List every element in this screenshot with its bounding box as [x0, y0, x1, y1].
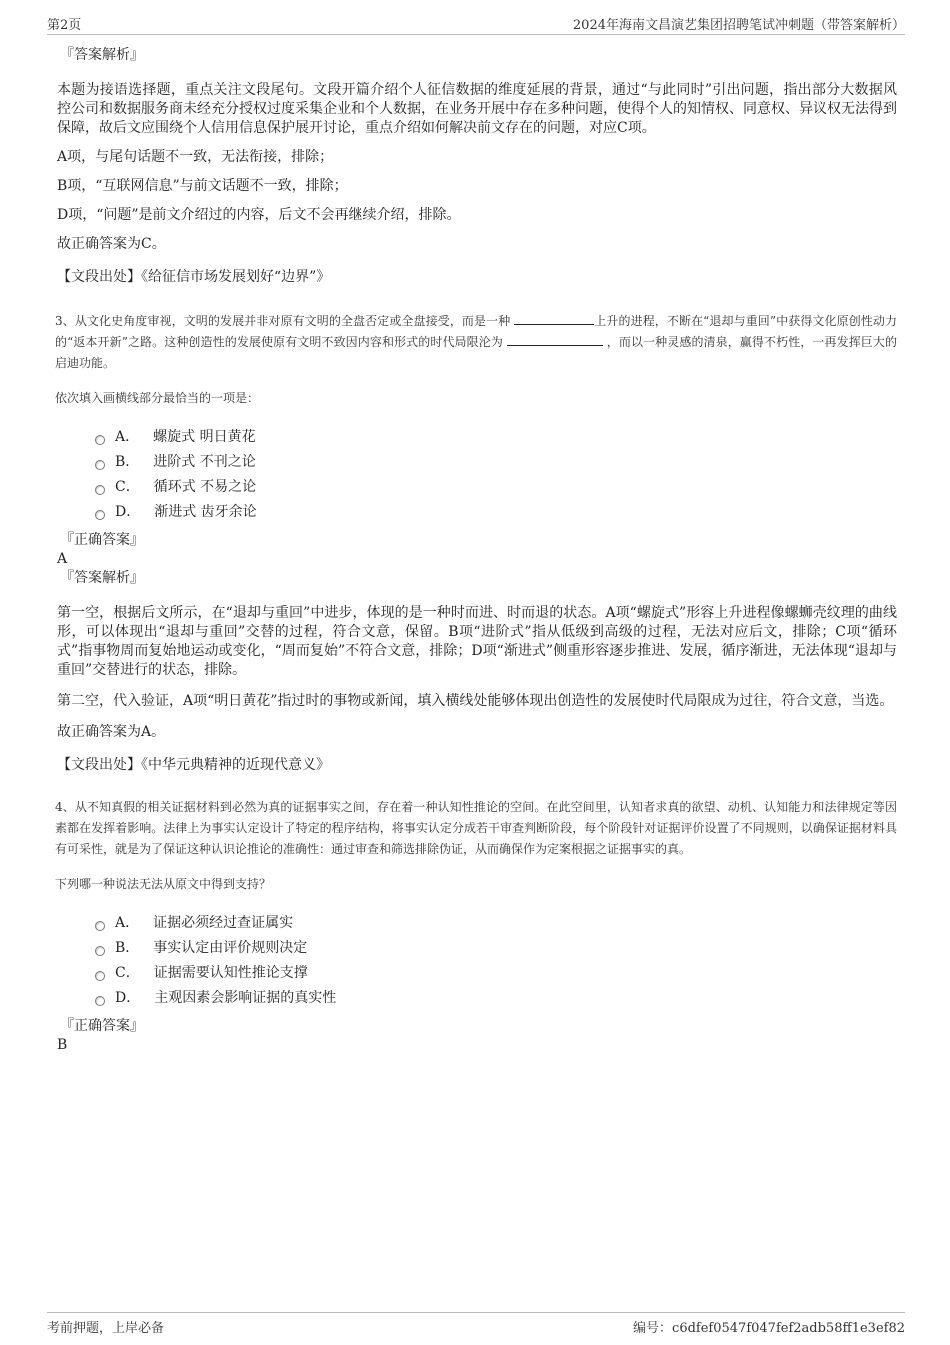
option-c[interactable] — [95, 475, 897, 500]
stem-part: 上升的进程，不断在“退却与重回”中获得文化原创性动力的“返本开新”之路。这种创造性的发展使原有文明不致因内容和形式的时代局限沦为 — [55, 314, 897, 349]
option-letter: B． — [115, 940, 140, 956]
radio-icon[interactable] — [95, 435, 105, 445]
question-prompt: 依次填入画横线部分最恰当的一项是： — [55, 391, 260, 405]
radio-icon[interactable] — [95, 996, 105, 1006]
option-text: 主观因素会影响证据的真实性 — [154, 990, 337, 1006]
main-content — [57, 46, 897, 1055]
analysis-conclusion: 故正确答案为C。 — [57, 236, 166, 252]
analysis-paragraph: 第二空，代入验证，A项“明日黄花”指过时的事物或新闻，填入横线处能够体现出创造性的发展使时代局限成为过往，符合文意，当选。 — [57, 693, 894, 709]
answer-label: 『正确答案』 — [60, 1018, 144, 1034]
analysis-label: 『答案解析』 — [60, 570, 144, 586]
analysis-paragraph: D项，“问题”是前文介绍过的内容，后文不会再继续介绍，排除。 — [57, 207, 461, 223]
fill-blank-1 — [514, 311, 594, 325]
option-list — [95, 911, 897, 1011]
option-letter: D． — [115, 504, 141, 520]
radio-icon[interactable] — [95, 921, 105, 931]
page-number: 第2页 — [47, 18, 82, 33]
option-a[interactable] — [95, 425, 897, 450]
option-letter: C． — [115, 965, 140, 981]
option-text: 证据必须经过查证属实 — [153, 915, 294, 931]
option-b[interactable] — [95, 936, 897, 961]
stem-part: 3、从文化史角度审视，文明的发展并非对原有文明的全盘否定或全盘接受，而是一种 — [55, 314, 515, 328]
source-citation: 【文段出处】《给征信市场发展划好“边界”》 — [57, 269, 331, 285]
page-footer — [47, 1312, 905, 1335]
option-letter: D． — [115, 990, 141, 1006]
option-list — [95, 425, 897, 525]
option-text: 循环式 不易之论 — [153, 479, 257, 495]
option-d[interactable] — [95, 500, 897, 525]
document-title: 2024年海南文昌演艺集团招聘笔试冲刺题（带答案解析） — [572, 18, 905, 33]
answer-label: 『正确答案』 — [60, 532, 144, 548]
question-stem — [55, 311, 897, 374]
stem-part: ，而以一种灵感的清泉，赢得不朽性，一再发挥巨大的启迪功能。 — [55, 335, 897, 370]
option-text: 事实认定由评价规则决定 — [153, 940, 308, 956]
option-text: 证据需要认知性推论支撑 — [153, 965, 308, 981]
option-letter: A． — [115, 429, 140, 445]
question-3 — [57, 311, 897, 775]
analysis-conclusion: 故正确答案为A。 — [57, 724, 166, 740]
radio-icon[interactable] — [95, 946, 105, 956]
question-stem: 4、从不知真假的相关证据材料到必然为真的证据事实之间，存在着一种认知性推论的空间。在此空间里，认知者求真的欲望、动机、认知能力和法律规定等因素都在发挥着影响。法律上为事实认定设计了特定的程序结构，将事实认定分成若干审查判断阶段，每个阶段针对证据评价设置了不同规则，以确保证据材料具有可采性，就是为了保证这种认识论推论的准确性：通过审查和筛选排除伪证，从而确保作为定案根据之证据事实的真。 — [55, 800, 897, 856]
option-letter: B． — [115, 454, 140, 470]
q2-analysis — [57, 46, 897, 287]
option-c[interactable] — [95, 961, 897, 986]
fill-blank-2 — [507, 332, 603, 346]
analysis-label: 『答案解析』 — [60, 47, 144, 63]
document-code: 编号：c6dfef0547f047fef2adb58ff1e3ef82 — [633, 1321, 905, 1336]
option-letter: C． — [115, 479, 140, 495]
analysis-paragraph: 本题为接语选择题，重点关注文段尾句。文段开篇介绍个人征信数据的维度延展的背景，通过“与此同时”引出问题，指出部分大数据风控公司和数据服务商未经充分授权过度采集企业和个人数据，在业务开展中存在多种问题，使得个人的知情权、同意权、异议权无法得到保障，故后文应围绕个人信用信息保护展开讨论，重点介绍如何解决前文存在的问题，对应C项。 — [57, 82, 897, 136]
question-prompt: 下列哪一种说法无法从原文中得到支持？ — [55, 877, 272, 891]
option-text: 进阶式 不刊之论 — [153, 454, 256, 470]
radio-icon[interactable] — [95, 510, 105, 520]
radio-icon[interactable] — [95, 971, 105, 981]
answer-value: B — [57, 1037, 68, 1053]
source-citation: 【文段出处】《中华元典精神的近现代意义》 — [57, 757, 330, 773]
radio-icon[interactable] — [95, 460, 105, 470]
option-text: 渐进式 齿牙余论 — [154, 504, 257, 520]
footer-slogan: 考前押题，上岸必备 — [47, 1321, 165, 1336]
analysis-paragraph: 第一空，根据后文所示，在“退却与重回”中进步，体现的是一种时而进、时而退的状态。A项“螺旋式”形容上升进程像螺蛳壳纹理的曲线形，可以体现出“退却与重回”交替的过程，符合文意，保留。B项“进阶式”指从低级到高级的过程，无法对应后文，排除；C项“循环式”指事物周而复始地运动或变化，“周而复始”不符合文意，排除；D项“渐进式”侧重形容逐步推进、发展，循序渐进，无法体现“退却与重回”交替进行的状态，排除。 — [57, 605, 897, 678]
page-header — [47, 14, 905, 35]
option-text: 螺旋式 明日黄花 — [153, 429, 256, 445]
question-4 — [57, 797, 897, 1055]
analysis-paragraph: A项，与尾句话题不一致，无法衔接，排除； — [57, 149, 334, 165]
option-d[interactable] — [95, 986, 897, 1011]
radio-icon[interactable] — [95, 485, 105, 495]
answer-value: A — [57, 551, 68, 567]
analysis-paragraph: B项，“互联网信息”与前文话题不一致，排除； — [57, 178, 348, 194]
option-letter: A． — [115, 915, 140, 931]
option-a[interactable] — [95, 911, 897, 936]
option-b[interactable] — [95, 450, 897, 475]
